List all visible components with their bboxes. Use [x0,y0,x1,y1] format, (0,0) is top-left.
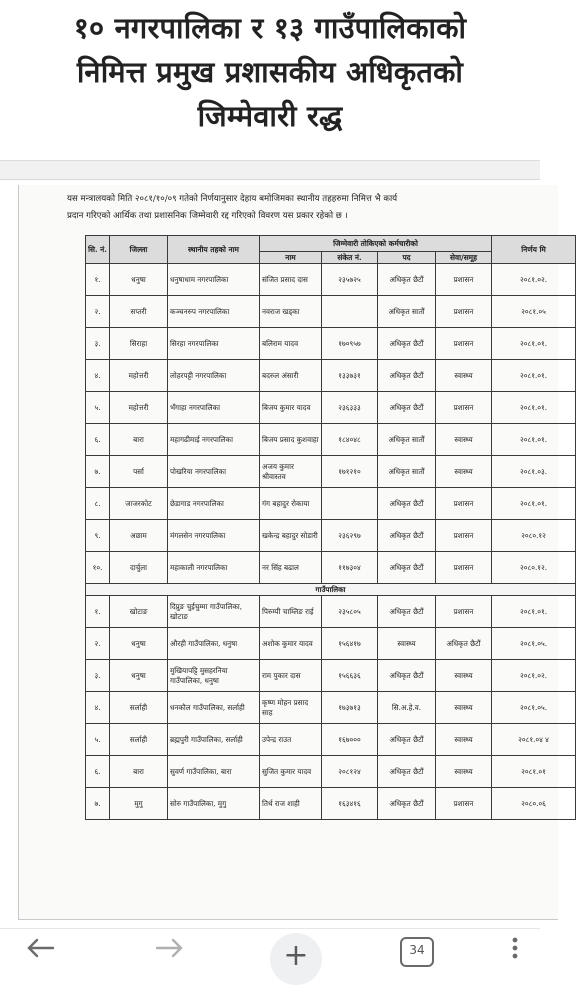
cell-post: अधिकृत छैटौं [378,264,436,296]
cell-date: २०८१.०१. [492,488,576,520]
cell-symbol: १५६४१७ [322,628,378,660]
cell-district: धनुषा [110,628,168,660]
cell-name: खकेन्द्र बहादुर सोडारी [260,520,322,552]
cell-symbol: २३५८०५ [322,596,378,628]
cell-sn: ७. [86,456,110,488]
scanned-document [18,185,558,920]
cell-symbol: १३३७३१ [322,360,378,392]
cell-service: स्वास्थ्य [436,756,492,788]
cell-district: महोत्तरी [110,360,168,392]
cell-post: अधिकृत छैटौं [378,488,436,520]
cell-name: अशोक कुमार यादव [260,628,322,660]
cell-sn: १. [86,596,110,628]
cell-symbol: ११७३०४ [322,552,378,584]
table-row [86,788,576,820]
cell-service: स्वास्थ्य [436,692,492,724]
cell-service: प्रशासन [436,596,492,628]
cell-sn: ४. [86,692,110,724]
cell-sn: ७. [86,788,110,820]
cell-service: प्रशासन [436,296,492,328]
header-symbol-no: संकेत नं. [322,252,378,264]
cell-symbol: १५६६३६ [322,660,378,692]
cell-district: धनुषा [110,660,168,692]
cell-date: २०८१.०२. [492,264,576,296]
cell-symbol: १७३७१३ [322,692,378,724]
cell-local: कञ्चनरुप नगरपालिका [168,296,260,328]
cell-district: जाजरकोट [110,488,168,520]
header-service: सेवा/समूह [436,252,492,264]
tabs-count-button[interactable]: 34 [400,937,434,967]
cell-date: २०८१.०१. [492,392,576,424]
cell-local: धनुषाधाम नगरपालिका [168,264,260,296]
cell-sn: २. [86,296,110,328]
table-row [86,724,576,756]
cell-sn: २. [86,628,110,660]
cell-district: अछाम [110,520,168,552]
cell-symbol [322,488,378,520]
cell-service: प्रशासन [436,552,492,584]
cell-post: अधिकृत छैटौं [378,520,436,552]
cell-name: नर सिंह बढाल [260,552,322,584]
cell-local: सुवर्ण गाउँपालिका, बारा [168,756,260,788]
cell-name: सुजित कुमार यादव [260,756,322,788]
cell-name: बिजय प्रसाद कुशवाहा [260,424,322,456]
headline-line-2: निमित्त प्रमुख प्रशासकीय अधिकृतको [76,55,464,89]
cell-local: लोहरपट्टी नगरपालिका [168,360,260,392]
cell-post: अधिकृत सातौं [378,456,436,488]
table-row [86,264,576,296]
cell-sn: ४. [86,360,110,392]
table-row [86,552,576,584]
cell-service: प्रशासन [436,488,492,520]
cell-sn: ५. [86,392,110,424]
cell-name: बलिराम यादव [260,328,322,360]
cell-district: मुगु [110,788,168,820]
cell-date: २०८१.०१. [492,596,576,628]
cell-post: अधिकृत छैटौं [378,788,436,820]
cell-date: २०८१.०१. [492,360,576,392]
intro-line-1: यस मन्त्रालयको मिति २०८१/१०/०९ गतेको निर्णयानुसार देहाय बमोजिमका स्थानीय तहहरुमा निमित्त भै कार्य [67,194,398,204]
cell-symbol: १८४०४८ [322,424,378,456]
cell-symbol: २३६२९७ [322,520,378,552]
cell-local: दिप्रुङ चुईचुम्मा गाउँपालिका, खोटाङ [168,596,260,628]
cell-sn: १०. [86,552,110,584]
intro-line-2: प्रदान गरिएको आर्थिक तथा प्रशासनिक जिम्मेवारी रद्द गरिएको विवरण यस प्रकार रहेको छ । [67,211,348,221]
cell-date: २०८१.०१. [492,424,576,456]
cell-symbol: १६३४१६ [322,788,378,820]
table-row [86,392,576,424]
cell-date: २०८०.१२ [492,520,576,552]
cell-symbol: १६७००० [322,724,378,756]
cell-date: २०८१.०२. [492,660,576,692]
table-row [86,360,576,392]
cell-name: बदरुल अंसारी [260,360,322,392]
cell-date: २०८०.१२. [492,552,576,584]
cell-sn: ८. [86,488,110,520]
cell-local: मंगलसेन नगरपालिका [168,520,260,552]
cell-sn: ३. [86,660,110,692]
cell-symbol: २०८१२४ [322,756,378,788]
cell-name: संजित प्रसाद दास [260,264,322,296]
cell-name: उपेन्द्र राउत [260,724,322,756]
cell-local: मुखियापट्टि मुसहरनिया गाउँपालिका, धनुषा [168,660,260,692]
cell-district: महोत्तरी [110,392,168,424]
section-divider [0,160,540,180]
table-row [86,596,576,628]
table-row [86,328,576,360]
cell-post: सि.अ.हे.व. [378,692,436,724]
header-name: नाम [260,252,322,264]
cell-date: २०८१.०३. [492,456,576,488]
cell-local: महाकाली नगरपालिका [168,552,260,584]
forward-arrow-icon[interactable] [150,933,190,963]
cell-symbol: १७०९५७ [322,328,378,360]
cell-service: प्रशासन [436,788,492,820]
cell-local: छेडागाड नगरपालिका [168,488,260,520]
cell-local: ब्रह्मपुरी गाउँपालिका, सर्लाही [168,724,260,756]
cell-post: अधिकृत छैटौं [378,552,436,584]
header-sn: सि. नं. [86,236,110,264]
cell-service: स्वास्थ्य [436,724,492,756]
cell-symbol: २३५७२५ [322,264,378,296]
section-row [86,584,576,596]
cell-local: महागढीमाई नगरपालिका [168,424,260,456]
table-row [86,424,576,456]
cell-name: बिजय कुमार यादव [260,392,322,424]
cell-name: राम पुकार दास [260,660,322,692]
cell-date: २०८१.०५. [492,628,576,660]
cell-post: अधिकृत छैटौं [378,756,436,788]
table-body [86,264,576,820]
cell-service: प्रशासन [436,392,492,424]
cell-sn: ६. [86,424,110,456]
table-row [86,296,576,328]
cell-name: कृष्ण मोहन प्रसाद साह [260,692,322,724]
cell-sn: ५. [86,724,110,756]
cell-district: दार्चुला [110,552,168,584]
cell-sn: १. [86,264,110,296]
cell-date: २०८१.०५. [492,692,576,724]
cell-service: स्वास्थ्य [436,660,492,692]
header-district: जिल्ला [110,236,168,264]
more-menu-icon[interactable] [500,933,530,963]
cell-post: अधिकृत सातौं [378,424,436,456]
cell-date: २०८१.०५ [492,296,576,328]
cell-symbol [322,296,378,328]
table-row [86,628,576,660]
cell-date: २०८०.०६ [492,788,576,820]
header-local-level: स्थानीय तहको नाम [168,236,260,264]
cell-local: औरही गाउँपालिका, धनुषा [168,628,260,660]
cell-sn: ९. [86,520,110,552]
back-arrow-icon[interactable] [20,933,60,963]
cell-local: धनकौल गाउँपालिका, सर्लाही [168,692,260,724]
cell-post: अधिकृत छैटौं [378,360,436,392]
cell-service: स्वास्थ्य [436,424,492,456]
cell-post: अधिकृत छैटौं [378,328,436,360]
cell-sn: ६. [86,756,110,788]
header-decision-date: निर्णय मि [492,236,576,264]
header-staff-group: जिम्मेवारी तोकिएको कर्मचारीको [260,236,492,252]
cell-symbol: २३६३३३ [322,392,378,424]
cell-local: भँगाहा नगरपालिका [168,392,260,424]
new-tab-plus-button[interactable]: + [270,933,322,985]
cell-service: प्रशासन [436,520,492,552]
cell-name: गंग बहादुर रोकाया [260,488,322,520]
cell-service: प्रशासन [436,328,492,360]
cell-local: पोखरिया नगरपालिका [168,456,260,488]
table-row [86,660,576,692]
cell-district: बारा [110,424,168,456]
cell-service: स्वास्थ्य [436,360,492,392]
article-headline [0,0,540,160]
cell-local: सिरहा नगरपालिका [168,328,260,360]
cell-post: अधिकृत छैटौं [378,724,436,756]
cell-district: पर्सा [110,456,168,488]
cell-sn: ३. [86,328,110,360]
header-post: पद [378,252,436,264]
responsibility-table [85,235,576,820]
cell-post: स्वास्थ्य [378,628,436,660]
table-row [86,456,576,488]
browser-bottom-bar [0,928,540,973]
cell-name: अजय कुमार श्रीवास्तव [260,456,322,488]
cell-district: सप्तरी [110,296,168,328]
cell-district: बारा [110,756,168,788]
section-label: गाउँपालिका [86,584,576,596]
table-row [86,520,576,552]
headline-line-3: जिम्मेवारी रद्ध [197,99,343,133]
cell-name: पिरुम्पी चाम्लिङ राई [260,596,322,628]
table-row [86,756,576,788]
cell-name: तिर्थ राज शाही [260,788,322,820]
table-row [86,488,576,520]
cell-post: अधिकृत छैटौं [378,596,436,628]
cell-date: २०८१.०४ ४ [492,724,576,756]
cell-district: सिराहा [110,328,168,360]
document-intro [19,185,558,225]
cell-local: सोरु गाउँपालिका, मुगु [168,788,260,820]
cell-post: अधिकृत छैटौं [378,392,436,424]
cell-post: अधिकृत छैटौं [378,660,436,692]
cell-district: सर्लाही [110,692,168,724]
cell-post: अधिकृत सातौं [378,296,436,328]
cell-district: खोटाङ [110,596,168,628]
cell-service: अधिकृत छैटौं [436,628,492,660]
cell-date: २०८१.०१. [492,328,576,360]
cell-symbol: १७१२१० [322,456,378,488]
cell-district: सर्लाही [110,724,168,756]
cell-date: २०८१.०१ [492,756,576,788]
cell-district: धनुषा [110,264,168,296]
headline-line-1: १० नगरपालिका र १३ गाउँपालिकाको [73,11,467,45]
cell-name: नवराज खड्का [260,296,322,328]
cell-service: स्वास्थ्य [436,456,492,488]
table-row [86,692,576,724]
cell-service: प्रशासन [436,264,492,296]
